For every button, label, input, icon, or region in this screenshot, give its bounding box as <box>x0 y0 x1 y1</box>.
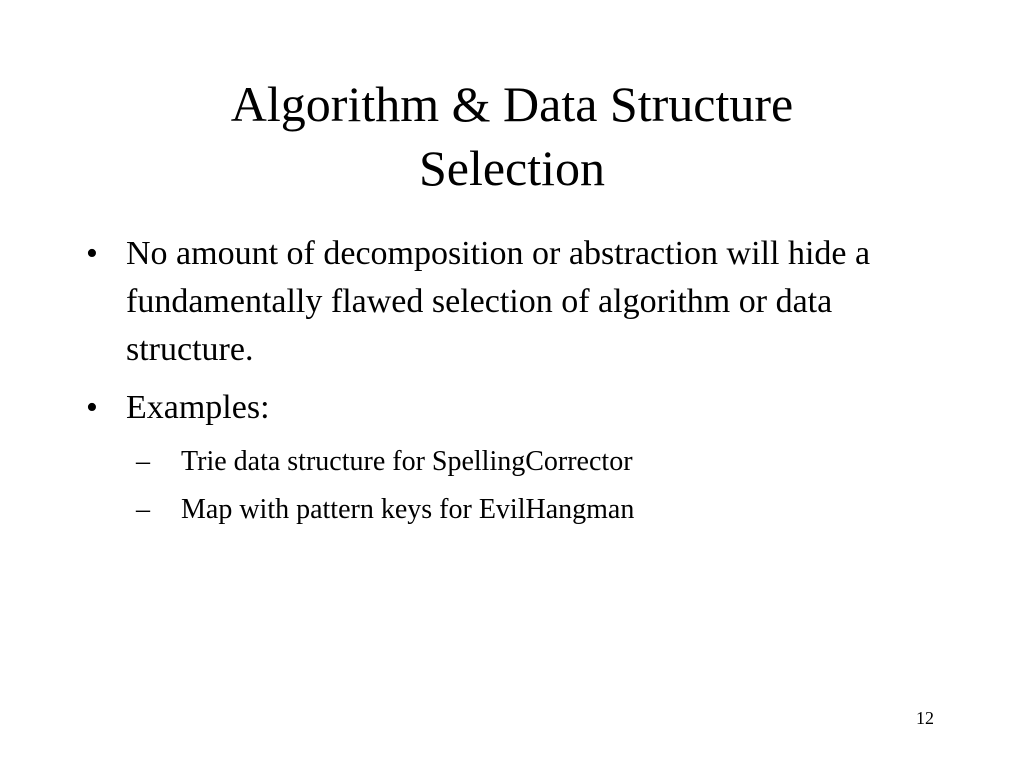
dash-marker: – <box>136 446 150 477</box>
bullet-item-decomposition <box>86 230 946 374</box>
bullet-list <box>86 230 946 544</box>
bullet-text: No amount of decomposition or abstraction will hide a fundamentally flawed selection of algorithm or data structure. <box>126 235 871 368</box>
sub-item-map <box>136 486 946 534</box>
slide-title-line-1: Algorithm & Data Structure <box>230 76 794 132</box>
slide-title-line-2: Selection <box>418 140 606 196</box>
bullet-marker: • <box>86 235 98 272</box>
sub-item-text: Trie data structure for SpellingCorrector <box>181 446 633 477</box>
bullet-item-examples <box>86 384 946 534</box>
slide-title <box>60 72 964 200</box>
sub-item-trie <box>136 438 946 486</box>
page-number: 12 <box>916 708 934 728</box>
sub-item-text: Map with pattern keys for EvilHangman <box>181 494 635 525</box>
bullet-marker: • <box>86 389 98 426</box>
sub-bullet-list <box>126 438 946 534</box>
bullet-text: Examples: <box>126 389 270 426</box>
dash-marker: – <box>136 494 150 525</box>
